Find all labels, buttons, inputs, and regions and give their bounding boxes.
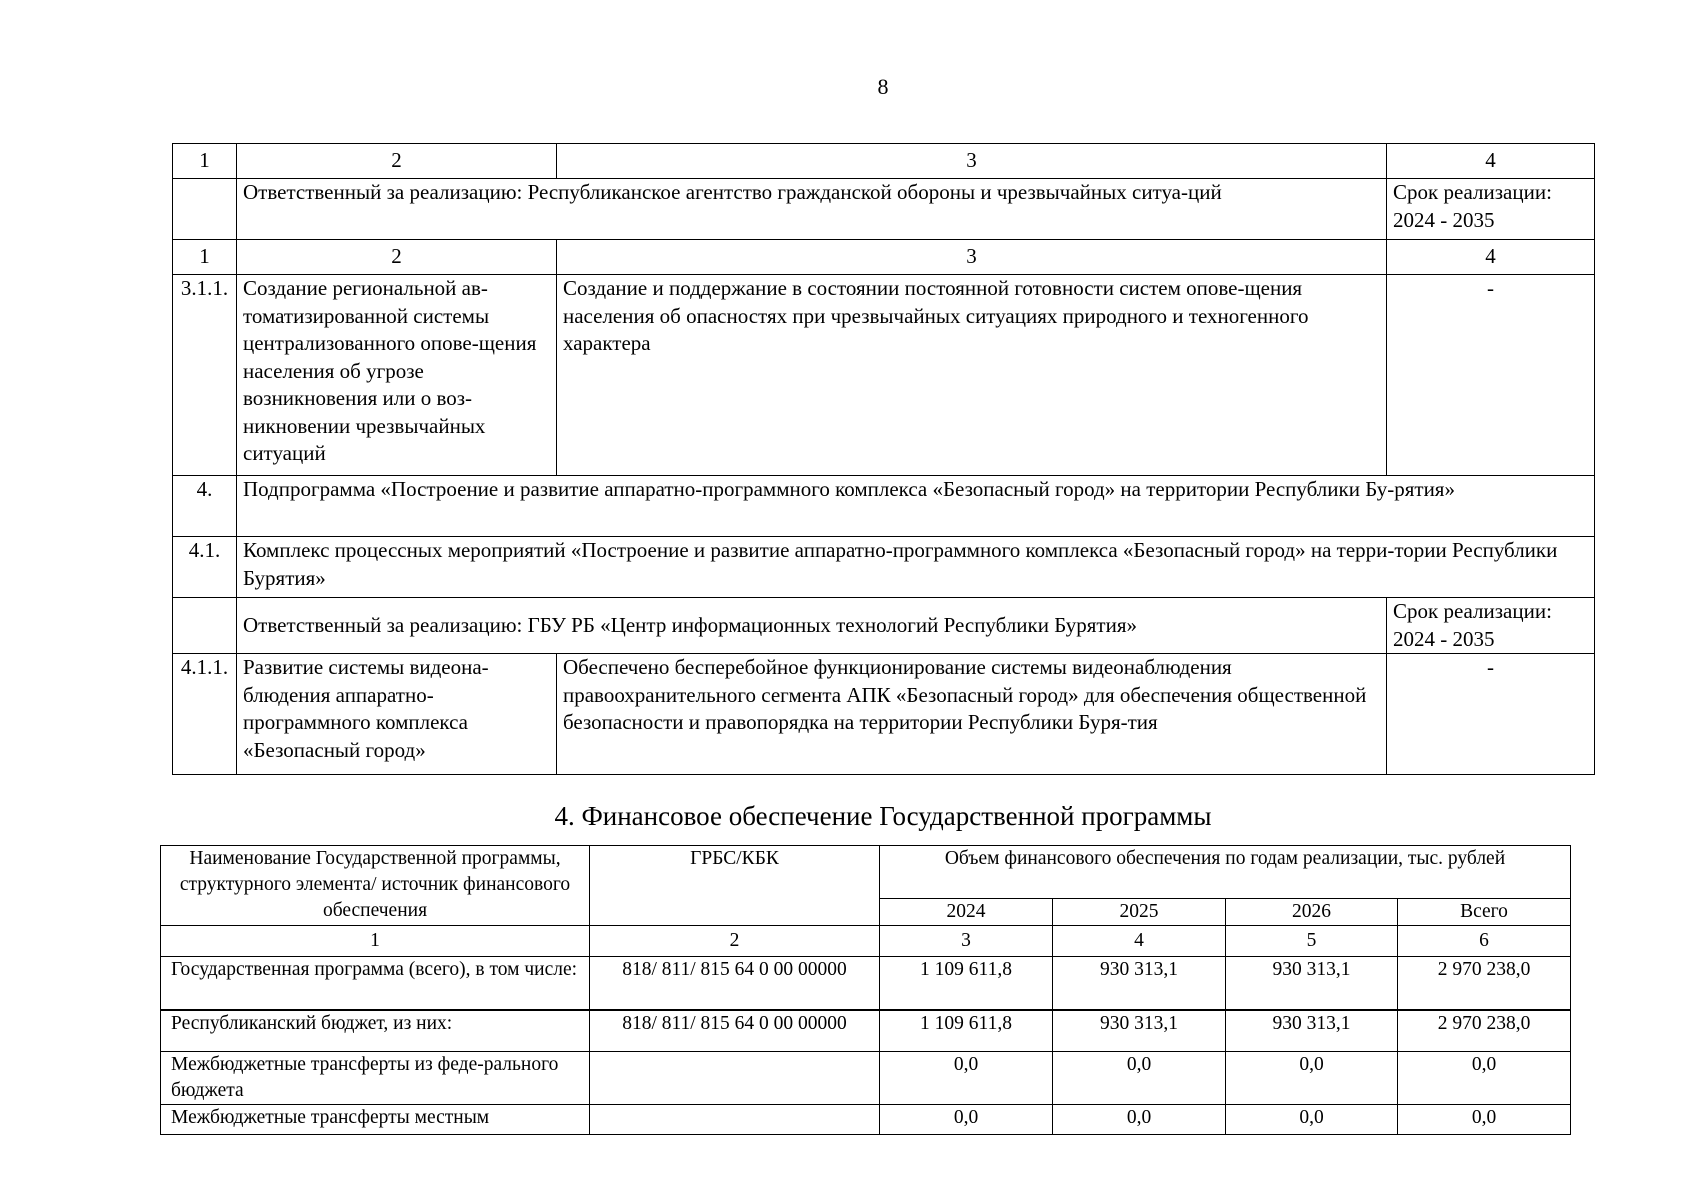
table-row [173, 654, 1595, 775]
column-number: 6 [1398, 926, 1571, 957]
row-kbk: 818/ 811/ 815 64 0 00 00000 [590, 957, 880, 1011]
value-2026: 930 313,1 [1226, 957, 1398, 1011]
page-number: 8 [877, 74, 889, 99]
empty-cell [173, 598, 237, 654]
row-number: 4.1. [173, 537, 237, 598]
task-description: Создание и поддержание в состоянии постоянной готовности систем опове-щения населения об опасностях при чрезвычайных ситуациях природного и техногенного характера [557, 275, 1387, 476]
value-2026: 0,0 [1226, 1105, 1398, 1135]
row-name: Межбюджетные трансферты из феде-рального бюджета [161, 1052, 590, 1105]
task-link: - [1387, 654, 1595, 775]
table-row [173, 476, 1595, 537]
row-number: 4. [173, 476, 237, 537]
row-kbk: 818/ 811/ 815 64 0 00 00000 [590, 1010, 880, 1052]
value-2024: 1 109 611,8 [880, 957, 1053, 1011]
table-row [173, 275, 1595, 476]
value-total: 2 970 238,0 [1398, 1010, 1571, 1052]
row-name: Государственная программа (всего), в том числе: [161, 957, 590, 1011]
value-2025: 0,0 [1053, 1105, 1226, 1135]
responsible-text: Ответственный за реализацию: Республиканское агентство гражданской обороны и чрезвычайных ситуа-ций [237, 179, 1387, 240]
column-number: 2 [590, 926, 880, 957]
table-row [161, 1010, 1571, 1052]
header-cell: 1 [173, 240, 237, 275]
year-header: 2026 [1226, 899, 1398, 926]
table-header-row [173, 240, 1595, 275]
value-total: 0,0 [1398, 1052, 1571, 1105]
value-2024: 1 109 611,8 [880, 1010, 1053, 1052]
term-text: Срок реализации: 2024 - 2035 [1387, 598, 1595, 654]
header-cell: 1 [173, 144, 237, 179]
year-header: 2024 [880, 899, 1053, 926]
responsible-text: Ответственный за реализацию: ГБУ РБ «Центр информационных технологий Республики Бурятия» [237, 598, 1387, 654]
table-row [173, 598, 1595, 654]
task-link: - [1387, 275, 1595, 476]
header-cell: 2 [237, 144, 557, 179]
table-row [173, 179, 1595, 240]
column-number-row [161, 926, 1571, 957]
row-kbk [590, 1052, 880, 1105]
value-2026: 0,0 [1226, 1052, 1398, 1105]
value-total: 2 970 238,0 [1398, 957, 1571, 1011]
year-header: Всего [1398, 899, 1571, 926]
value-2025: 930 313,1 [1053, 1010, 1226, 1052]
column-number: 4 [1053, 926, 1226, 957]
row-name: Межбюджетные трансферты местным [161, 1105, 590, 1135]
header-volume: Объем финансового обеспечения по годам реализации, тыс. рублей [880, 846, 1571, 899]
value-2025: 930 313,1 [1053, 957, 1226, 1011]
table-row [173, 537, 1595, 598]
finance-table [160, 845, 1571, 1135]
row-number: 3.1.1. [173, 275, 237, 476]
column-number: 3 [880, 926, 1053, 957]
header-name: Наименование Государственной программы, структурного элемента/ источник финансового обеспечения [161, 846, 590, 926]
header-cell: 3 [557, 144, 1387, 179]
header-cell: 4 [1387, 240, 1595, 275]
task-description: Обеспечено бесперебойное функционирование системы видеонаблюдения правоохранительного сегмента АПК «Безопасный город» для обеспечения общественной безопасности и правопорядка на территории Республики Буря-тия [557, 654, 1387, 775]
row-name: Республиканский бюджет, из них: [161, 1010, 590, 1052]
task-name: Создание региональной ав-томатизированной системы централизованного опове-щения населения об угрозе возникновения или о воз-никновении чрезвычайных ситуаций [237, 275, 557, 476]
complex-title: Комплекс процессных мероприятий «Построение и развитие аппаратно-программного комплекса «Безопасный город» на терри-тории Республики Бурятия» [237, 537, 1595, 598]
value-2026: 930 313,1 [1226, 1010, 1398, 1052]
table-header-row [161, 846, 1571, 899]
column-number: 5 [1226, 926, 1398, 957]
empty-cell [173, 179, 237, 240]
header-cell: 4 [1387, 144, 1595, 179]
row-number: 4.1.1. [173, 654, 237, 775]
table-row [161, 957, 1571, 1011]
subprogram-title: Подпрограмма «Построение и развитие аппаратно-программного комплекса «Безопасный город» на территории Республики Бу-рятия» [237, 476, 1595, 537]
task-name: Развитие системы видеона-блюдения аппаратно-программного комплекса «Безопасный город» [237, 654, 557, 775]
value-2025: 0,0 [1053, 1052, 1226, 1105]
table-header-row [173, 144, 1595, 179]
term-text: Срок реализации: 2024 - 2035 [1387, 179, 1595, 240]
section-title: 4. Финансовое обеспечение Государственной программы [554, 801, 1212, 831]
measures-table [172, 143, 1595, 775]
table-row [161, 1052, 1571, 1105]
header-kbk: ГРБС/КБК [590, 846, 880, 926]
value-total: 0,0 [1398, 1105, 1571, 1135]
column-number: 1 [161, 926, 590, 957]
value-2024: 0,0 [880, 1052, 1053, 1105]
row-kbk [590, 1105, 880, 1135]
year-header: 2025 [1053, 899, 1226, 926]
header-cell: 2 [237, 240, 557, 275]
table-row [161, 1105, 1571, 1135]
header-cell: 3 [557, 240, 1387, 275]
value-2024: 0,0 [880, 1105, 1053, 1135]
